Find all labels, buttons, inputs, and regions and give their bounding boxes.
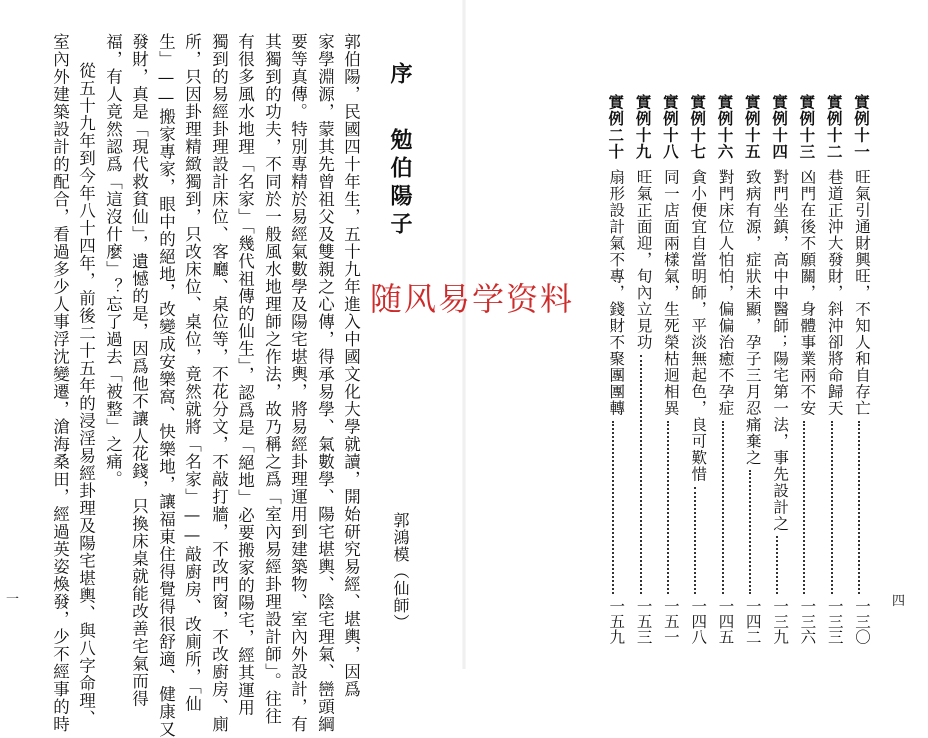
toc-entry-page: 一五九 [607, 597, 626, 644]
toc-entry-number: 實例十四 [770, 94, 790, 160]
page-number-left: 一 [6, 592, 20, 607]
toc-entry-title: 巷道正沖大發財，斜沖卻將命歸天 [825, 169, 844, 417]
toc-entry-title: 對門床位人怕怕，偏偏治癒不孕症 [716, 169, 735, 417]
preface-author: 郭鴻模（仙師） [391, 512, 410, 631]
toc-entry-number: 實例十三 [797, 94, 817, 160]
preface-column-12: 室內外建築設計的配合，看過多少人事浮沈變遷，滄海桑田，經過英姿煥發，少不經事的時 [50, 33, 70, 733]
toc-leader-dots [612, 421, 614, 594]
toc-leader-dots [694, 487, 696, 594]
toc-leader-dots [640, 355, 642, 594]
toc-entry-number: 實例十五 [742, 94, 762, 160]
toc-entry-page: 一三六 [798, 597, 817, 644]
toc-entry-page: 一五一 [661, 597, 680, 644]
toc-entry-number: 實例二十 [606, 94, 626, 160]
toc-leader-dots [722, 421, 724, 594]
toc-entry [631, 94, 651, 644]
preface-column-2: 家學淵源，蒙其先曾祖父及雙親之心傳，得承易學、氣數學、陽宅堪輿、陰宅理氣、巒頭綱 [315, 33, 335, 733]
toc-entry-number: 實例十一 [852, 94, 871, 160]
toc-entry-title: 凶門在後不願關，身體事業兩不安 [798, 169, 817, 417]
toc-entry-title: 對門坐鎮，高中中醫師；陽宅第一法，事先設計之 [771, 169, 790, 532]
toc-entry-title: 扇形設計氣不專，錢財不聚團團轉 [607, 169, 626, 417]
preface-column-10: 福，有人竟然認爲「這沒什麼」？忘了過去「被整」之痛。 [103, 33, 123, 488]
toc-entry [767, 94, 790, 644]
preface-column-3: 要等真傳。特別專精於易經氣數學及陽宅堪輿，將易經卦理運用到建築物、室內外設計，有 [288, 33, 308, 733]
toc-entry [849, 94, 869, 644]
toc-entry-number: 實例十七 [688, 94, 708, 160]
preface-title: 序 [387, 62, 413, 85]
toc-entry-page: 一五三 [634, 597, 653, 644]
preface-column-7: 所，只因卦理精緻獨到，只改床位、桌位，竟然就將「名家」——敲廚房、改廁所，「仙 [182, 33, 202, 713]
toc-entry-number: 實例十二 [824, 94, 844, 160]
toc-entry-page: 一三九 [771, 597, 790, 644]
toc-leader-dots [858, 421, 860, 594]
toc-entry-page: 一四五 [716, 597, 735, 644]
toc-entry-page: 一四八 [689, 597, 708, 644]
preface-column-4: 其獨到的功夫，不同於一般風水地理師之作法，故乃稱之爲「室內易經卦理設計師」。往往 [262, 33, 282, 725]
toc-entry [685, 94, 708, 644]
page-number-right: 四 [892, 594, 906, 609]
toc-entry [740, 94, 760, 644]
toc-entry [822, 94, 842, 644]
toc-leader-dots [749, 470, 751, 594]
toc-entry-number: 實例十六 [715, 94, 735, 160]
toc-leader-dots [776, 536, 778, 594]
toc-entry [713, 94, 733, 644]
toc-leader-dots [667, 421, 669, 594]
watermark-text: 随风易学资料 [370, 280, 575, 318]
toc-entry-page: 一四二 [743, 597, 762, 644]
toc-entry-page: 一三三 [825, 597, 844, 644]
toc-entry-title: 致病有源，症狀未顯，孕子三月忍痛棄之 [743, 169, 762, 466]
toc-entry-title: 旺氣引通財興旺，不知人和自存亡 [853, 169, 871, 417]
preface-subtitle: 勉伯陽子 [387, 128, 413, 240]
toc-entry-title: 旺氣正面迎，旬內立見功 [634, 169, 653, 351]
toc-entry-title: 貪小便宜自當明師，平淡無起色，良可歎惜 [689, 169, 708, 483]
toc-entry [603, 94, 626, 644]
toc-entry [794, 94, 817, 644]
toc-entry-number: 實例十八 [660, 94, 680, 160]
preface-column-11: 從五十九年到今年八十四年，前後二十五年的浸淫易經卦理及陽宅堪輿、與八字命理、 [76, 62, 96, 727]
preface-column-9: 發財，真是「現代救貧仙」，遺憾的是，因爲他不讓人花錢，只換床桌就能改善宅氣而得 [129, 33, 149, 708]
toc-leader-dots [803, 421, 805, 594]
preface-column-8: 生」——搬家專家，眼中的絕地，改變成安樂窩、快樂地，讓福東住得覺得很舒適、健康又 [156, 33, 176, 738]
toc-entry [658, 94, 678, 644]
preface-column-1: 郭伯陽，民國四十年生，五十九年進入中國文化大學就讀，開始研究易經、堪輿，因爲 [341, 33, 361, 698]
toc-entry-page: 一三〇 [853, 597, 871, 644]
toc-leader-dots [831, 421, 833, 594]
toc-entry-title: 同一店面兩樣氣，生死榮枯迥相異 [661, 169, 680, 417]
preface-column-5: 有很多風水地理「名家」「幾代祖傳的仙生」，認爲是「絕地」必要搬家的陽宅，經其運用 [235, 33, 255, 717]
preface-column-6: 獨到的易經卦理設計床位、客廳、桌位等，不花分文，不敲打牆，不改門窗，不改廚房、廁 [209, 33, 229, 733]
toc-entry-number: 實例十九 [633, 94, 653, 160]
toc-page [464, 0, 928, 669]
